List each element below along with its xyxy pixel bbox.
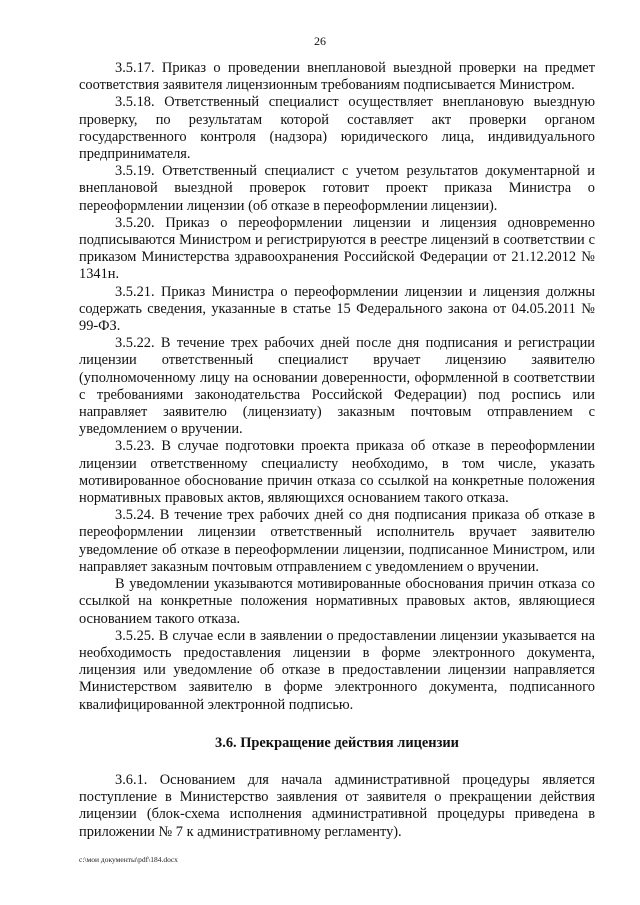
section-heading: 3.6. Прекращение действия лицензии (215, 734, 459, 751)
paragraph-notice-grounds: В уведомлении указываются мотивированные обоснования причин отказа со ссылкой на конкретные положения нормативных правовых актов, являющиеся основанием такого отказа. (79, 576, 595, 627)
paragraph-3-6-1: 3.6.1. Основанием для начала административной процедуры является поступление в Министерство заявления от заявителя о прекращении действия лицензии (блок-схема исполнения административной процедуры приведена в приложении № 7 к административному регламенту). (79, 771, 595, 840)
paragraph-3-5-19: 3.5.19. Ответственный специалист с учетом результатов документарной и внеплановой выездной проверок готовит проект приказа Министра о переоформлении лицензии (об отказе в переоформлении лицензии). (79, 163, 595, 214)
document-body (79, 60, 595, 841)
paragraph-3-5-22: 3.5.22. В течение трех рабочих дней после дня подписания и регистрации лицензии ответственный специалист вручает лицензию заявителю (уполномоченному лицу на основании доверенности, оформленной в соответствии с требованиями законодательства Российской Федерации) под роспись или направляет заявителю (лицензиату) заказным почтовым отправлением с уведомлением о вручении. (79, 335, 595, 438)
footer-file-path: c:\мои документы\pdf\184.docx (79, 855, 178, 864)
paragraph-3-5-25: 3.5.25. В случае если в заявлении о предоставлении лицензии указывается на необходимость предоставления лицензии в форме электронного документа, лицензия или уведомление об отказе в предоставлении лицензии направляется Министерством заявителю в форме электронного документа, подписанного квалифицированной электронной подписью. (79, 627, 595, 713)
paragraph-3-5-23: 3.5.23. В случае подготовки проекта приказа об отказе в переоформлении лицензии ответственному специалисту необходимо, в том числе, указать мотивированное обоснование причин отказа со ссылкой на конкретные положения нормативных правовых актов, являющихся основанием такого отказа. (79, 438, 595, 507)
paragraph-3-5-18: 3.5.18. Ответственный специалист осуществляет внеплановую выездную проверку, по результатам которой составляет акт проверки органом государственного контроля (надзора) юридического лица, индивидуального предпринимателя. (79, 94, 595, 163)
paragraph-3-5-21: 3.5.21. Приказ Министра о переоформлении лицензии и лицензия должны содержать сведения, указанные в статье 15 Федерального закона от 04.05.2011 № 99-ФЗ. (79, 283, 595, 335)
page-number: 26 (314, 34, 326, 48)
paragraph-3-5-24: 3.5.24. В течение трех рабочих дней со дня подписания приказа об отказе в переоформлении лицензии ответственный исполнитель вручает заявителю уведомление об отказе в переоформлении лицензии, подписанное Министром, или направляет заказным почтовым отправлением с уведомлением о вручении. (79, 507, 595, 575)
paragraph-3-5-20: 3.5.20. Приказ о переоформлении лицензии и лицензия одновременно подписываются Министром и регистрируются в реестре лицензий в соответствии с приказом Министерства здравоохранения Российской Федерации от 21.12.2012 № 1341н. (79, 214, 595, 283)
paragraph-3-5-17: 3.5.17. Приказ о проведении внеплановой выездной проверки на предмет соответствия заявителя лицензионным требованиям подписывается Министром. (79, 60, 595, 94)
